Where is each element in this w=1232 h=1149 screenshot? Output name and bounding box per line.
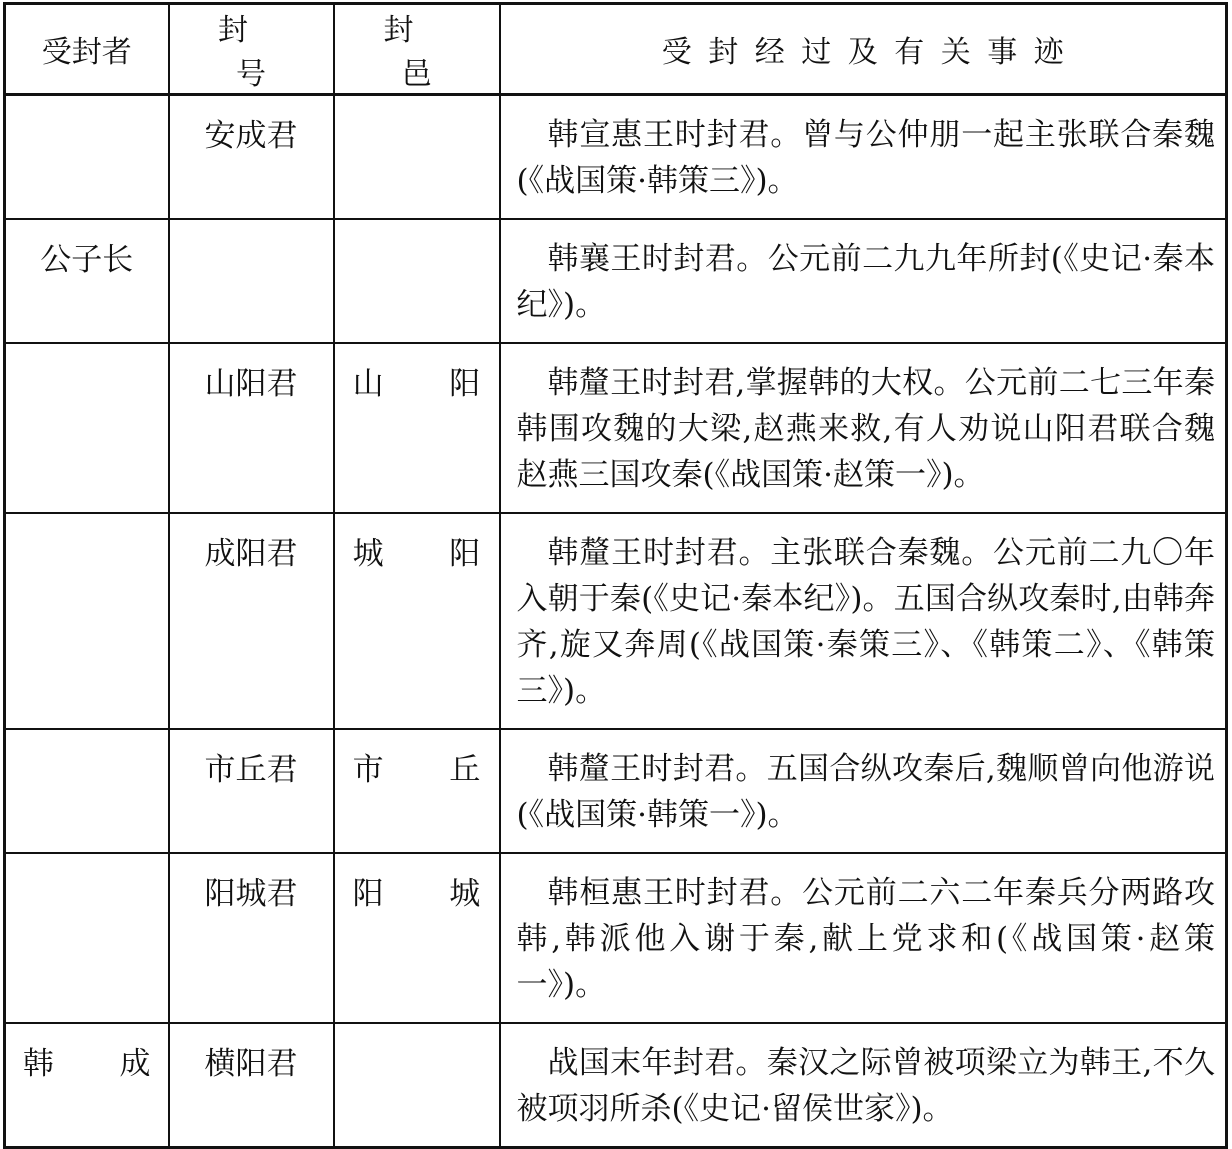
cell-title: 横阳君	[169, 1023, 334, 1148]
header-details: 受封经过及有关事迹	[500, 4, 1227, 95]
cell-fief	[334, 219, 500, 343]
cell-title: 安成君	[169, 95, 334, 220]
cell-details: 韩釐王时封君。五国合纵攻秦后,魏顺曾向他游说(《战国策·韩策一》)。	[500, 729, 1227, 853]
cell-fief: 城 阳	[334, 513, 500, 729]
cell-fief: 阳 城	[334, 853, 500, 1023]
cell-recipient	[5, 853, 169, 1023]
table-row	[5, 853, 1227, 1023]
cell-title: 阳城君	[169, 853, 334, 1023]
cell-recipient	[5, 729, 169, 853]
cell-title: 市丘君	[169, 729, 334, 853]
table-row	[5, 219, 1227, 343]
table-row	[5, 1023, 1227, 1148]
cell-details: 韩襄王时封君。公元前二九九年所封(《史记·秦本纪》)。	[500, 219, 1227, 343]
table-row	[5, 95, 1227, 220]
cell-recipient: 公子长	[5, 219, 169, 343]
cell-recipient	[5, 95, 169, 220]
cell-details: 韩宣惠王时封君。曾与公仲朋一起主张联合秦魏(《战国策·韩策三》)。	[500, 95, 1227, 220]
table-row	[5, 343, 1227, 513]
header-title: 封 号	[169, 4, 334, 95]
header-recipient: 受封者	[5, 4, 169, 95]
cell-details: 韩釐王时封君。主张联合秦魏。公元前二九〇年入朝于秦(《史记·秦本纪》)。五国合纵攻秦时,由韩奔齐,旋又奔周(《战国策·秦策三》、《韩策二》、《韩策三》)。	[500, 513, 1227, 729]
table-header-row	[5, 4, 1227, 95]
cell-details: 韩桓惠王时封君。公元前二六二年秦兵分两路攻韩,韩派他入谢于秦,献上党求和(《战国策·赵策一》)。	[500, 853, 1227, 1023]
table-row	[5, 729, 1227, 853]
cell-fief	[334, 1023, 500, 1148]
header-fief: 封 邑	[334, 4, 500, 95]
cell-recipient	[5, 513, 169, 729]
cell-title: 山阳君	[169, 343, 334, 513]
cell-title: 成阳君	[169, 513, 334, 729]
cell-title	[169, 219, 334, 343]
cell-fief	[334, 95, 500, 220]
table-row	[5, 513, 1227, 729]
cell-recipient	[5, 343, 169, 513]
enfeoffment-table	[3, 2, 1228, 1149]
cell-recipient: 韩 成	[5, 1023, 169, 1148]
cell-details: 韩釐王时封君,掌握韩的大权。公元前二七三年秦韩围攻魏的大梁,赵燕来救,有人劝说山阳君联合魏赵燕三国攻秦(《战国策·赵策一》)。	[500, 343, 1227, 513]
cell-fief: 山 阳	[334, 343, 500, 513]
cell-details: 战国末年封君。秦汉之际曾被项梁立为韩王,不久被项羽所杀(《史记·留侯世家》)。	[500, 1023, 1227, 1148]
cell-fief: 市 丘	[334, 729, 500, 853]
